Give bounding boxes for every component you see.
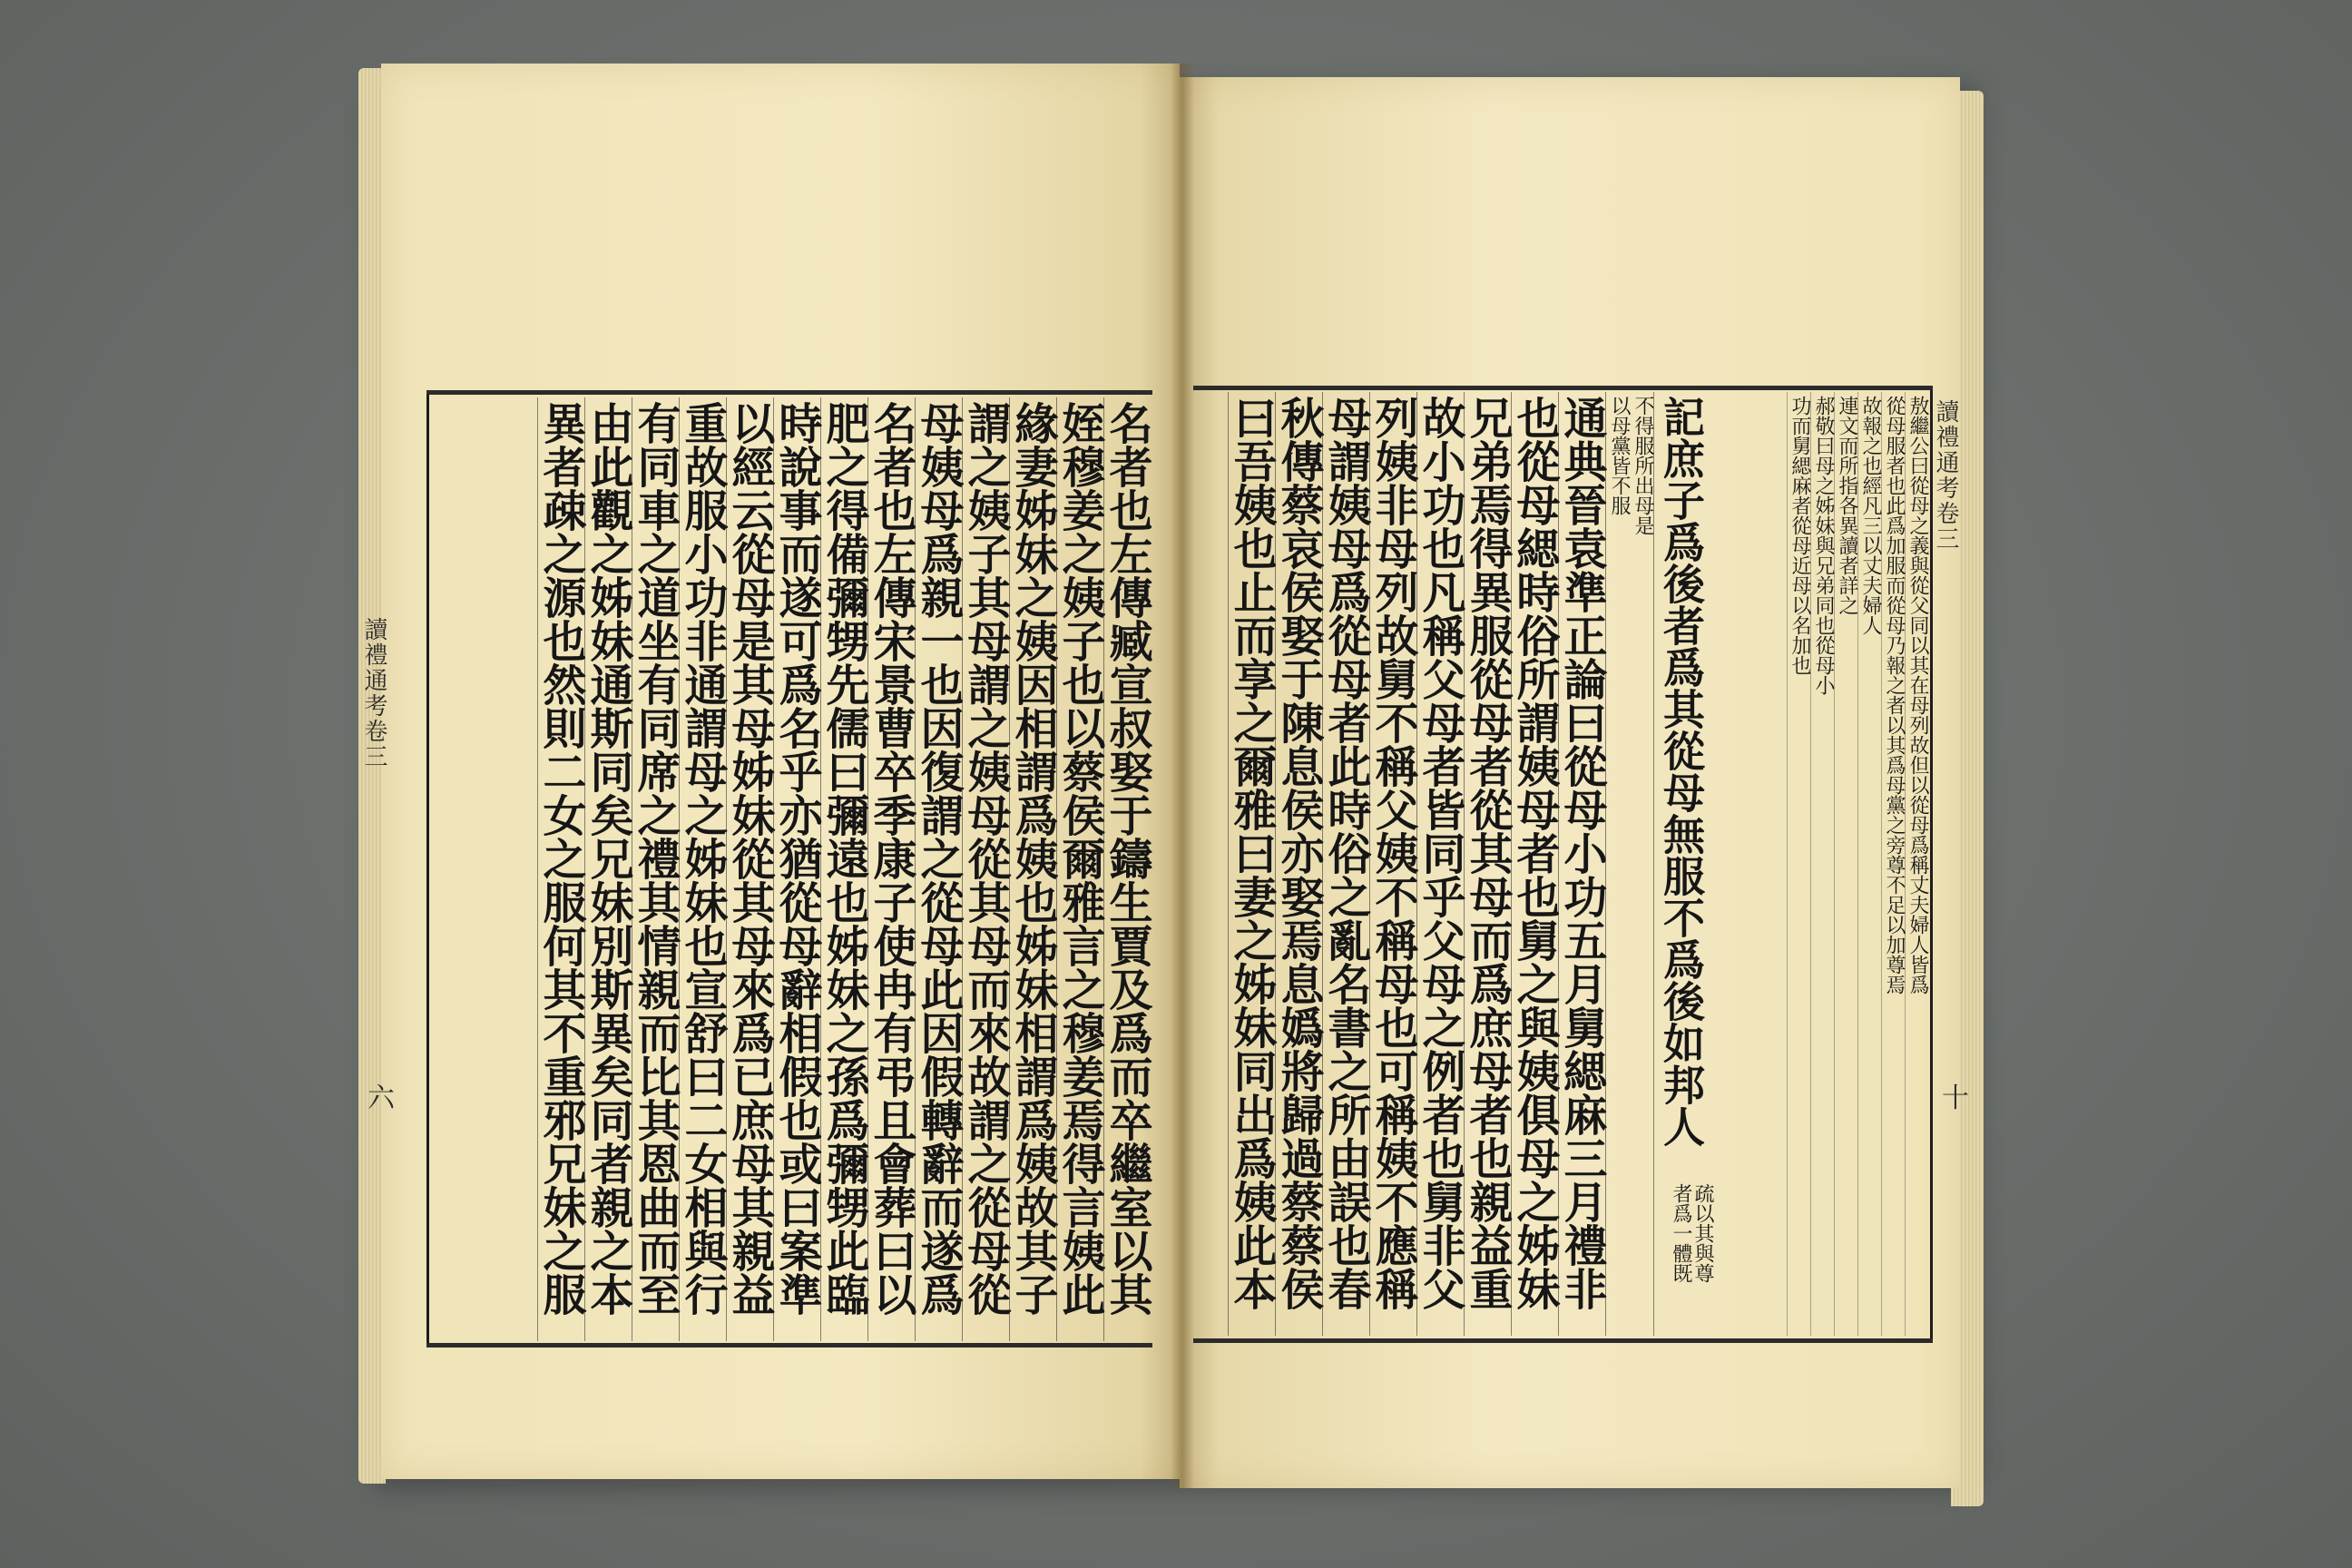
note-column: 以母黨皆不服	[1608, 396, 1631, 515]
text-column: 列姨非母列故舅不稱父姨不稱母也可稱姨不應稱	[1369, 392, 1416, 1336]
note-column: 郝敬曰母之姊妹與兄弟同也從母小	[1810, 392, 1834, 1336]
text-column: 時說事而遂可爲名乎亦猶從母辭相假也或曰案準	[773, 397, 820, 1341]
note-pair	[1605, 392, 1653, 1336]
note-column: 從母服者也此爲加服而從母乃報之者以其爲母黨之旁尊不足以加尊焉	[1881, 392, 1905, 1336]
left-frame-bottom-rule	[426, 1343, 1152, 1348]
left-page-number: 六	[368, 1083, 395, 1114]
note-column: 疏以其與尊	[1691, 1183, 1714, 1283]
text-column: 秋傳蔡哀侯娶于陳息侯亦娶焉息嬀將歸過蔡蔡侯	[1275, 392, 1322, 1336]
note-column: 者爲一體既	[1670, 1183, 1692, 1283]
text-column: 母姨母爲親一也因復謂之從母此因假轉辭而遂爲	[915, 397, 962, 1341]
right-frame-top-rule	[1193, 386, 1933, 390]
text-column: 也從母緦時俗所謂姨母者也舅之與姨俱母之姊妹	[1511, 392, 1558, 1336]
text-column: 姪穆姜之姨子也以蔡侯爾雅言之穆姜焉得言姨此	[1056, 397, 1103, 1341]
text-column: 緣妻姊妹之姨因相謂爲姨也姊妹相謂爲姨故其子	[1009, 397, 1056, 1341]
text-column: 異者疎之源也然則二女之服何其不重邪兄妹之服	[537, 397, 584, 1341]
text-column: 名者也左傳臧宣叔娶于鑄生賈及爲而卒繼室以其	[1103, 397, 1151, 1341]
text-column: 謂之姨子其母謂之姨母從其母而來故謂之從母從	[962, 397, 1009, 1341]
text-column: 重故服小功非通謂母之姊妹也宣舒曰二女相與行	[679, 397, 726, 1341]
left-text-columns	[434, 397, 1151, 1341]
text-column: 故小功也凡稱父母者皆同乎父母之例者也舅非父	[1416, 392, 1464, 1336]
text-column: 名者也左傳宋景曹卒季康子使冉有弔且會葬曰以	[867, 397, 915, 1341]
note-column: 連文而所指各異讀者詳之	[1834, 392, 1857, 1336]
text-column: 曰吾姨也止而享之爾雅曰妻之姊妹同出爲姨此本	[1228, 392, 1275, 1336]
text-column: 由此觀之姊妹通斯同矣兄妹別斯異矣同者親之本	[584, 397, 632, 1341]
right-frame-bottom-rule	[1193, 1338, 1933, 1343]
text-column: 兄弟焉得異服從母者從其母而爲庶母者也親益重	[1464, 392, 1511, 1336]
commentary-notes	[1706, 392, 1928, 1336]
text-column: 母謂姨母爲從母者此時俗之亂名書之所由誤也春	[1322, 392, 1369, 1336]
note-column: 故報之也經凡三以丈夫婦人	[1857, 392, 1881, 1336]
right-page-number: 十	[1942, 1083, 1969, 1114]
right-fore-edge-title: 讀禮通考卷三	[1932, 399, 1959, 552]
text-column: 通典晉袁準正論曰從母小功五月舅緦麻三月禮非	[1558, 392, 1605, 1336]
note-column: 敖繼公曰從母之義與從父同以其在母列故但以從母爲稱丈夫婦人皆爲	[1905, 392, 1928, 1336]
book-gutter	[1171, 64, 1194, 1488]
text-column: 肥之得備彌甥先儒曰彌遠也姊妹之孫爲彌甥此臨	[820, 397, 867, 1341]
left-fore-edge-title: 讀禮通考卷三	[360, 617, 387, 769]
right-text-columns	[1196, 392, 1704, 1336]
heading-column: 記庶子爲後者爲其從母無服不爲後如邦人	[1653, 392, 1704, 1336]
text-column: 有同車之道坐有同席之禮其情親而比其恩曲而至	[632, 397, 679, 1341]
note-column: 功而舅緦麻者從母近母以名加也	[1787, 392, 1810, 1336]
note-column: 不得服所出母是	[1632, 396, 1654, 535]
text-column: 以經云從母是其母姊妹從其母來爲已庶母其親益	[726, 397, 773, 1341]
left-frame-top-rule	[426, 390, 1152, 395]
